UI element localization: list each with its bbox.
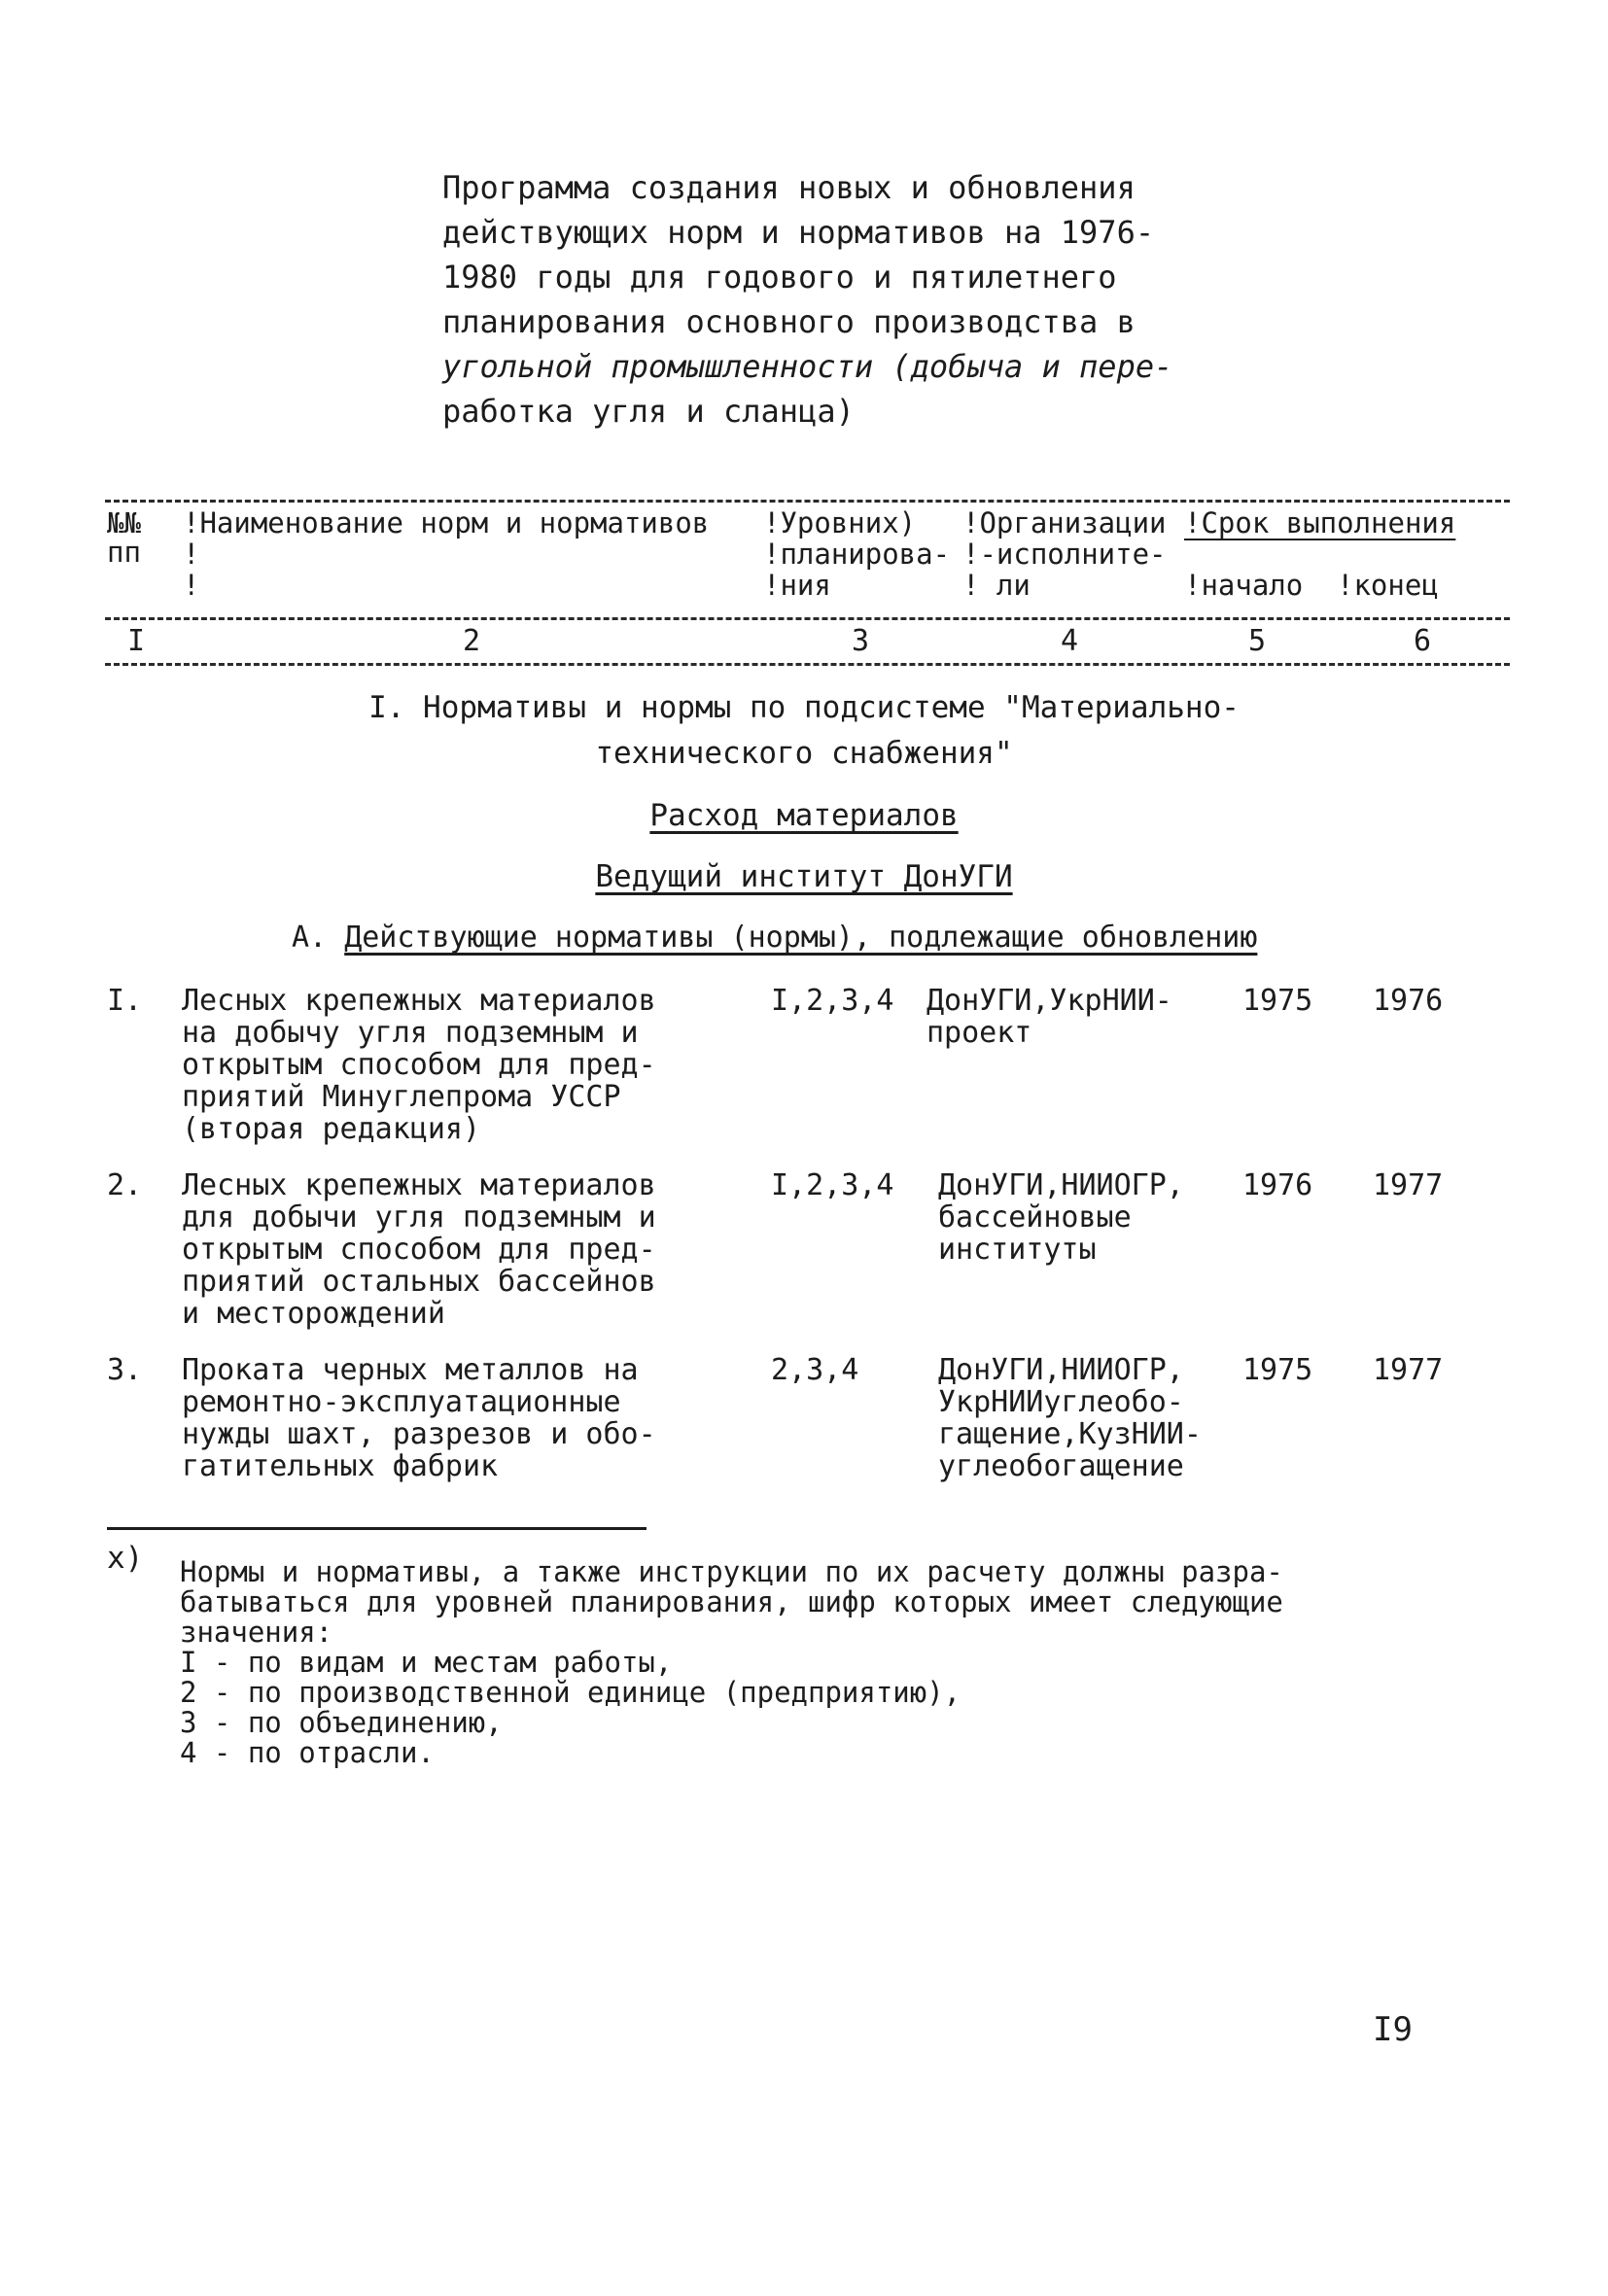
row-end: 1977 <box>1373 1168 1444 1202</box>
col-number-1: I <box>126 624 146 658</box>
col-term-group-label: !Срок выполнения <box>1184 506 1456 539</box>
subheading-institute: Ведущий институт ДонУГИ <box>595 859 1013 894</box>
row-start: 1975 <box>1242 1353 1313 1387</box>
row-name: Лесных крепежных материалов на добычу угля подземным и открытым способом для пред- приятий Минуглепрома УССР (вторая редакция) <box>182 984 656 1146</box>
row-name: Проката черных металлов на ремонтно-эксплуатационные нужды шахт, разрезов и обо- гатительных фабрик <box>182 1353 656 1483</box>
col-levels-label-1: !Уровних) <box>763 506 917 539</box>
title-line-5: угольной промышленности (добыча и пере- <box>442 348 1173 385</box>
col-number-2: 2 <box>462 624 481 658</box>
col-org-label-3: ! ли <box>962 569 1031 602</box>
row-start: 1975 <box>1242 984 1313 1018</box>
subheading-current-norms-text: Действующие нормативы (нормы), подлежащие обновлению <box>344 921 1258 955</box>
page-number: I9 <box>1373 2010 1413 2049</box>
row-org: ДонУГИ,НИИОГР, бассейновые институты <box>938 1168 1184 1267</box>
section-heading-2: технического снабжения" <box>595 736 1013 771</box>
footnote-rule <box>107 1527 647 1530</box>
col-number-4: 4 <box>1060 624 1079 658</box>
row-end: 1976 <box>1373 984 1444 1018</box>
row-number: I. <box>107 984 143 1018</box>
row-levels: 2,3,4 <box>771 1353 859 1387</box>
col-name-bang-1: ! <box>183 538 200 571</box>
row-start: 1976 <box>1242 1168 1313 1202</box>
subheading-current-norms <box>292 921 1257 955</box>
col-org-label-1: !Организации <box>962 506 1167 539</box>
col-levels-label-3: !ния <box>763 569 831 602</box>
col-number-6: 6 <box>1413 624 1432 658</box>
row-org: ДонУГИ,НИИОГР, УкрНИИуглеобо- гащение,КузНИИ- углеобогащение <box>938 1353 1202 1483</box>
col-levels-label-2: !планирова- <box>763 538 951 571</box>
col-num-label: №№ <box>107 506 141 539</box>
row-levels: I,2,3,4 <box>771 984 894 1018</box>
col-number-3: 3 <box>851 624 870 658</box>
col-org-label-2: !-исполните- <box>962 538 1167 571</box>
row-end: 1977 <box>1373 1353 1444 1387</box>
title-line-1: Программа создания новых и обновления <box>442 169 1136 206</box>
table-mid-rule <box>105 617 1510 620</box>
row-org: ДонУГИ,УкрНИИ- проект <box>926 984 1172 1050</box>
section-heading: I. Нормативы и нормы по подсистеме "Материально- <box>368 690 1240 725</box>
col-name-bang-2: ! <box>183 569 200 602</box>
footnote-text: Нормы и нормативы, а также инструкции по их расчету должны разра- батываться для уровней планирования, шифр которых имеет следующие значения: I - по видам и местам работы, 2 - по производственной единице (предприятию), 3 - по объединению, 4 - по отрасли. <box>180 1555 1283 1769</box>
title-line-3: 1980 годы для годового и пятилетнего <box>442 259 1117 296</box>
col-end-label: !конец <box>1337 569 1439 602</box>
row-number: 3. <box>107 1353 143 1387</box>
row-number: 2. <box>107 1168 143 1202</box>
col-num-label-2: пп <box>107 536 141 569</box>
col-number-5: 5 <box>1247 624 1267 658</box>
row-name: Лесных крепежных материалов для добычи угля подземным и открытым способом для пред- приятий остальных бассейнов и месторождений <box>182 1168 656 1331</box>
subheading-prefix: А. <box>292 921 345 955</box>
subheading-materials: Расход материалов <box>649 798 959 833</box>
table-top-rule <box>105 500 1510 503</box>
row-levels: I,2,3,4 <box>771 1168 894 1202</box>
col-start-label: !начало <box>1184 569 1304 602</box>
table-bottom-rule <box>105 663 1510 666</box>
title-line-4: планирования основного производства в <box>442 303 1136 340</box>
title-line-2: действующих норм и нормативов на 1976- <box>442 214 1155 251</box>
col-name-label: !Наименование норм и нормативов <box>183 506 710 539</box>
footnote-mark: x) <box>107 1541 144 1576</box>
title-line-6: работка угля и сланца) <box>442 393 855 430</box>
